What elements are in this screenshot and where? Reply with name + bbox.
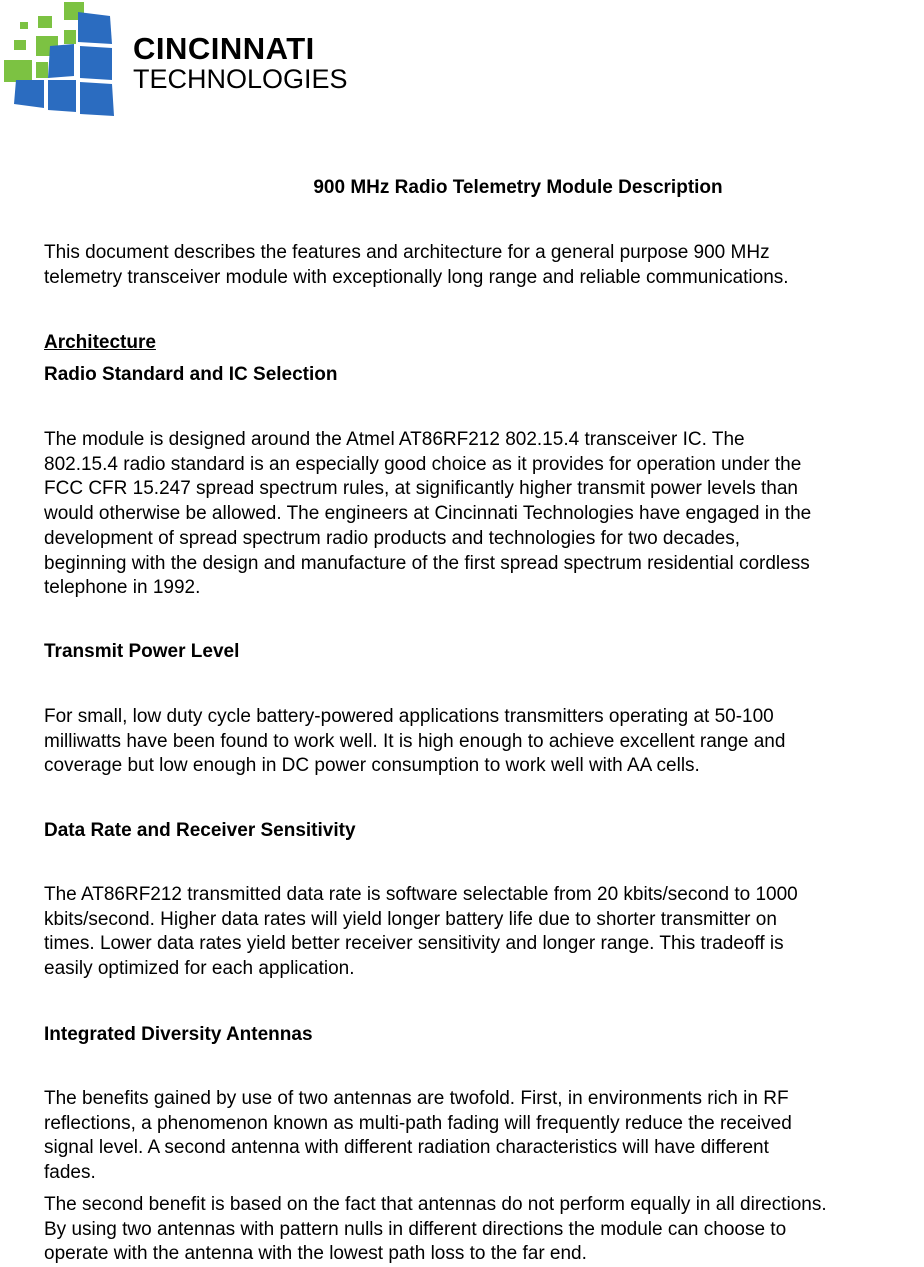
subheading: Data Rate and Receiver Sensitivity xyxy=(44,820,356,841)
paragraph xyxy=(44,705,785,779)
text-line: By using two antennas with pattern nulls in different directions the module can choose to xyxy=(44,1218,787,1240)
text-line: kbits/second. Higher data rates will yield longer battery life due to shorter transmitter on xyxy=(44,908,777,930)
text-line: coverage but low enough in DC power consumption to work well with AA cells. xyxy=(44,755,700,777)
text-line: The benefits gained by use of two antennas are twofold. First, in environments rich in RF xyxy=(44,1088,789,1109)
company-logo xyxy=(0,0,348,120)
text-line: milliwatts have been found to work well. It is high enough to achieve excellent range and xyxy=(44,730,786,752)
section-heading: Architecture xyxy=(44,332,156,353)
subheading: Radio Standard and IC Selection xyxy=(44,364,338,385)
paragraph xyxy=(44,1193,827,1267)
text-line: fades. xyxy=(44,1162,96,1184)
text-line: The AT86RF212 transmitted data rate is software selectable from 20 kbits/second to 1000 xyxy=(44,884,798,905)
text-line: telemetry transceiver module with exceptionally long range and reliable communications. xyxy=(44,266,789,288)
logo-text-line2: TECHNOLOGIES xyxy=(133,64,348,94)
page-title: 900 MHz Radio Telemetry Module Description xyxy=(313,177,723,198)
intro-paragraph xyxy=(44,241,789,290)
text-line: This document describes the features and architecture for a general purpose 900 MHz xyxy=(44,242,770,263)
text-line: For small, low duty cycle battery-powered applications transmitters operating at 50-100 xyxy=(44,706,774,727)
text-line: reflections, a phenomenon known as multi-path fading will frequently reduce the received xyxy=(44,1112,792,1134)
paragraph xyxy=(44,1087,792,1186)
text-line: would otherwise be allowed. The engineers at Cincinnati Technologies have engaged in the xyxy=(44,503,812,525)
paragraph xyxy=(44,428,811,601)
text-line: FCC CFR 15.247 spread spectrum rules, at significantly higher transmit power levels than xyxy=(44,478,798,500)
subheading: Transmit Power Level xyxy=(44,641,240,662)
text-line: The second benefit is based on the fact that antennas do not perform equally in all directions. xyxy=(44,1194,827,1215)
text-line: telephone in 1992. xyxy=(44,577,201,599)
subheading: Integrated Diversity Antennas xyxy=(44,1024,313,1045)
text-line: easily optimized for each application. xyxy=(44,958,355,980)
logo-mark-icon xyxy=(0,0,125,120)
text-line: The module is designed around the Atmel AT86RF212 802.15.4 transceiver IC. The xyxy=(44,429,745,450)
text-line: times. Lower data rates yield better receiver sensitivity and longer range. This tradeoff is xyxy=(44,933,784,955)
text-line: 802.15.4 radio standard is an especially good choice as it provides for operation under the xyxy=(44,453,802,475)
text-line: development of spread spectrum radio products and technologies for two decades, xyxy=(44,527,741,549)
logo-text-line1: CINCINNATI xyxy=(133,31,315,66)
text-line: operate with the antenna with the lowest path loss to the far end. xyxy=(44,1243,587,1265)
paragraph xyxy=(44,883,798,982)
text-line: signal level. A second antenna with different radiation characteristics will have different xyxy=(44,1137,769,1159)
text-line: beginning with the design and manufacture of the first spread spectrum residential cordless xyxy=(44,552,810,574)
